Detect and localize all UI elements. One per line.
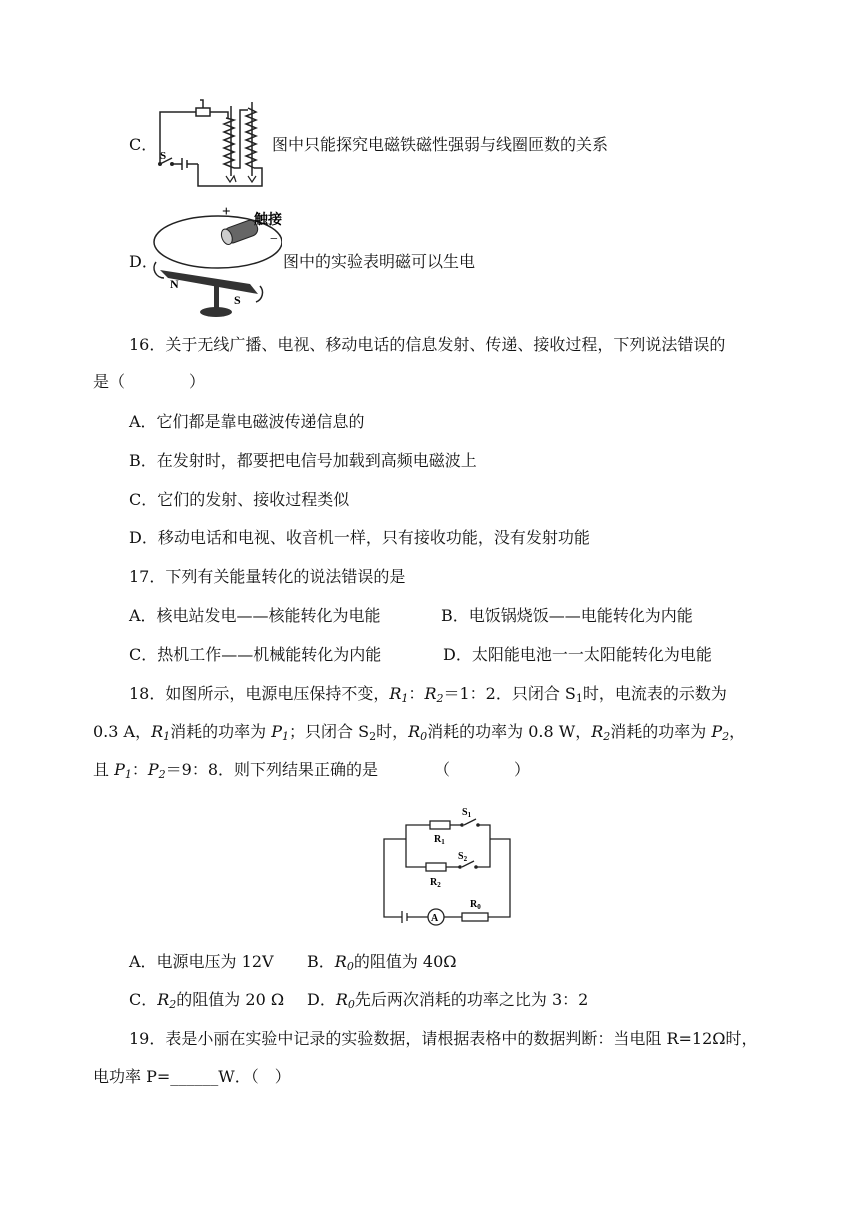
q18-s1-label: $S_1$ (462, 807, 472, 819)
q15-south-pole-label: S (234, 293, 241, 307)
q17-option-c: C．热机工作——机械能转化为内能 (129, 645, 382, 664)
q15-option-c-text: 图中只能探究电磁铁磁性强弱与线圈匝数的关系 (272, 135, 609, 154)
q18-stem-line3: 且 $P_1$：$P_2=9$：8．则下列结果正确的是 （ ） (93, 760, 531, 781)
q15-switch-label: S (160, 150, 167, 162)
q16-option-a: A．它们都是靠电磁波传递信息的 (129, 412, 365, 431)
q18-stem-line2: 0.3 A，$R_1$消耗的功率为 $P_1$；只闭合 $S_2$时，$R_0$消耗的功率为 0.8 W，$R_2$消耗的功率为 $P_2$， (93, 722, 746, 743)
q16-stem-line2: 是（ ） (93, 372, 206, 391)
q16-option-b: B．在发射时，都要把电信号加载到高频电磁波上 (129, 451, 477, 470)
q16-option-c: C．它们的发射、接收过程类似 (129, 490, 350, 509)
q18-stem-line1: 18．如图所示，电源电压保持不变，$R_1$：$R_2=1$：2．只闭合 $S_1$时，电流表的示数为 (129, 684, 727, 705)
q18-option-d: D．$R_0$先后两次消耗的功率之比为 3：2 (307, 990, 589, 1011)
q15-option-c-label: C． (129, 135, 158, 154)
q15-option-d-text: 图中的实验表明磁可以生电 (283, 252, 476, 271)
q16-stem-line1: 16．关于无线广播、电视、移动电话的信息发射、传递、接收过程，下列说法错误的 (129, 335, 726, 354)
q17-option-a: A．核电站发电——核能转化为电能 (129, 606, 381, 625)
q15-plus-sign: + (222, 204, 231, 220)
q18-s2-label: $S_2$ (458, 851, 468, 863)
q15-touch-label: 触接 (254, 213, 282, 228)
q15-minus-sign: − (270, 232, 278, 247)
q18-r1-label: $R_1$ (434, 834, 445, 846)
q18-circuit-diagram (380, 795, 516, 927)
q15-option-d-label: D． (129, 252, 158, 271)
q19-stem-line1: 19．表是小丽在实验中记录的实验数据，请根据表格中的数据判断：当电阻 R=12Ω时， (129, 1029, 758, 1048)
q15-electromagnet-circuit-figure (150, 98, 274, 190)
q18-r2-label: $R_2$ (430, 877, 441, 889)
q15-north-pole-label: N (170, 277, 179, 291)
q18-option-c: C．$R_2$的阻值为 20 Ω (129, 990, 285, 1011)
q17-stem: 17．下列有关能量转化的说法错误的是 (129, 567, 406, 586)
q18-r0-label: $R_0$ (470, 899, 481, 911)
q18-option-b: B．$R_0$的阻值为 40Ω (307, 952, 457, 973)
q17-option-d: D．太阳能电池一一太阳能转化为电能 (443, 645, 712, 664)
q17-option-b: B．电饭锅烧饭——电能转化为内能 (441, 606, 693, 625)
q18-ammeter-label: A (431, 913, 439, 924)
q19-stem-line2: 电功率 P=______W．（ ） (93, 1067, 291, 1086)
q18-option-a: A．电源电压为 12V (129, 952, 274, 971)
q16-option-d: D．移动电话和电视、收音机一样，只有接收功能，没有发射功能 (129, 528, 590, 547)
q15-generator-experiment-figure (148, 198, 282, 326)
